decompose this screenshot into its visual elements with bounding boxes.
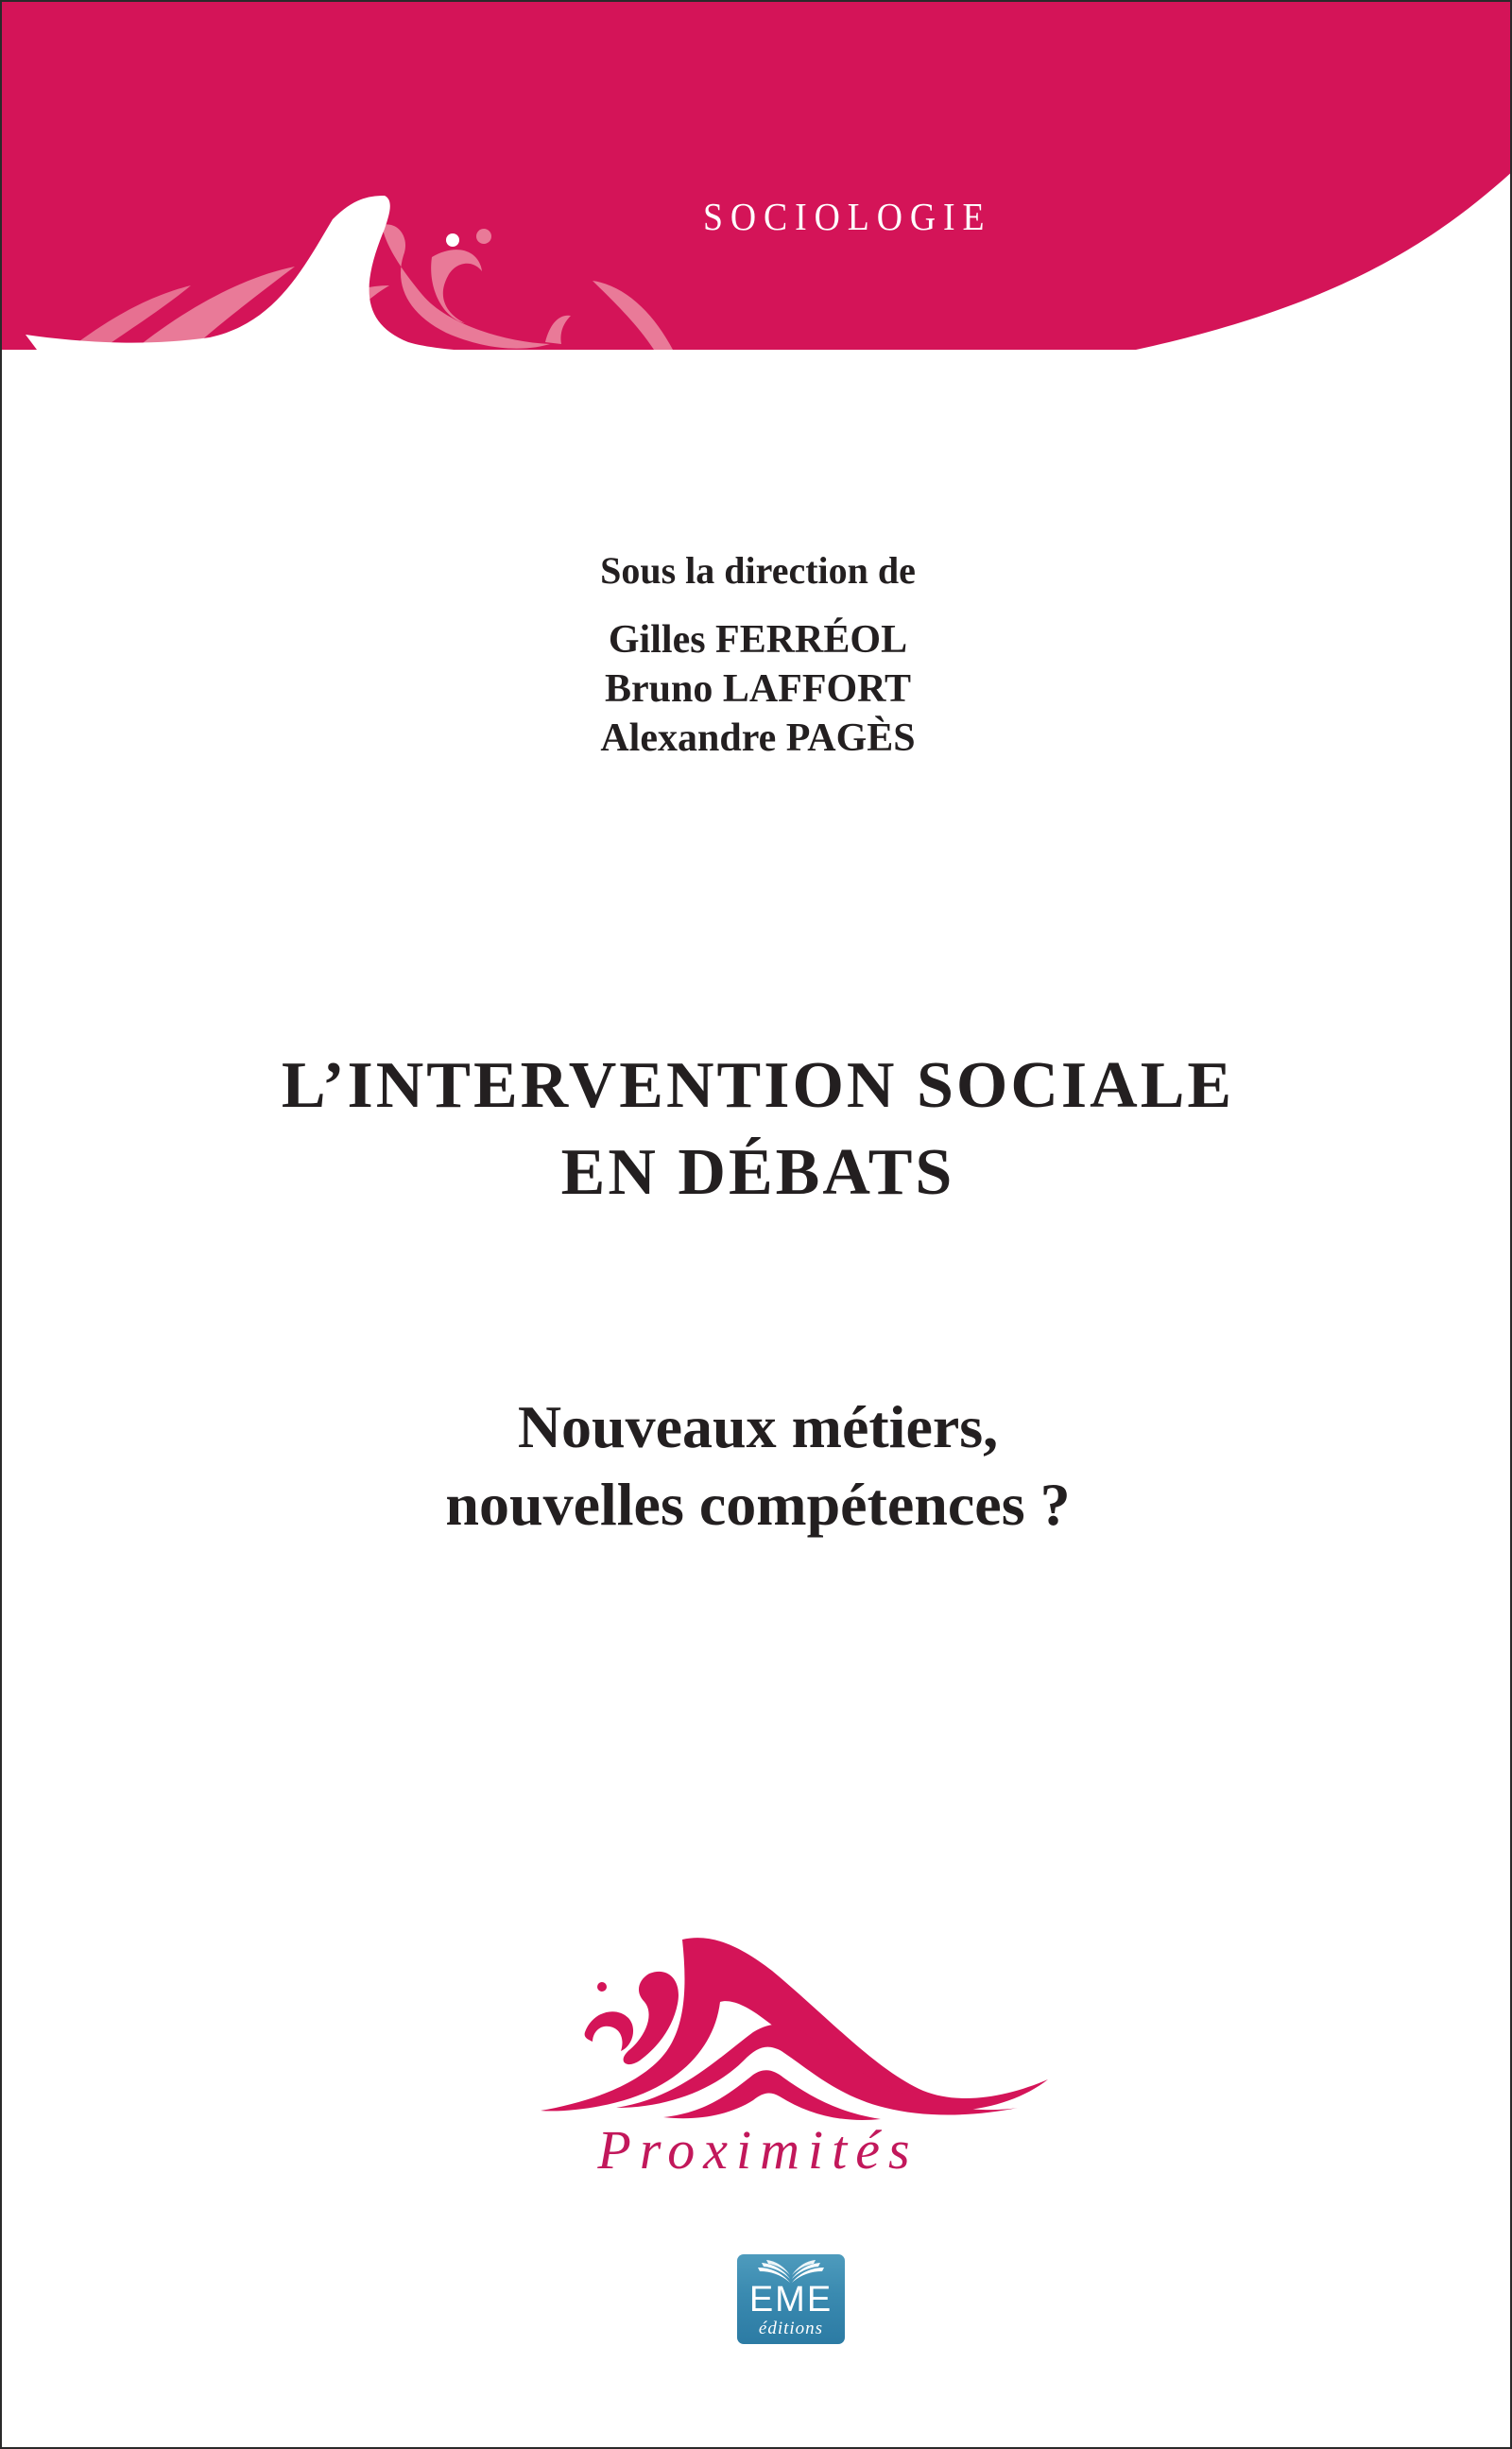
collection-wave-icon: [526, 1928, 1056, 2127]
book-subtitle: [2, 1388, 1512, 1544]
publisher-subtitle: éditions: [758, 2319, 824, 2338]
publisher-logo: [737, 2254, 845, 2344]
book-title: [2, 1043, 1512, 1216]
editors-list: [2, 615, 1512, 763]
editor-name: Alexandre PAGÈS: [600, 716, 916, 760]
collection-label: SOCIOLOGIE: [703, 195, 992, 238]
publisher-acronym: EME: [748, 2280, 833, 2320]
header-wave-icon: [2, 2, 1512, 354]
direction-label: Sous la direction de: [600, 549, 916, 592]
subtitle-line: Nouveaux métiers,: [517, 1393, 999, 1460]
title-line: EN DÉBATS: [560, 1136, 955, 1209]
subtitle-line: nouvelles compétences ?: [445, 1471, 1071, 1538]
title-line: L’INTERVENTION SOCIALE: [281, 1049, 1235, 1122]
editor-name: Bruno LAFFORT: [604, 667, 912, 711]
collection-name: Proximités: [597, 2119, 919, 2181]
header-band: [2, 2, 1512, 354]
editor-name: Gilles FERRÉOL: [608, 618, 908, 662]
